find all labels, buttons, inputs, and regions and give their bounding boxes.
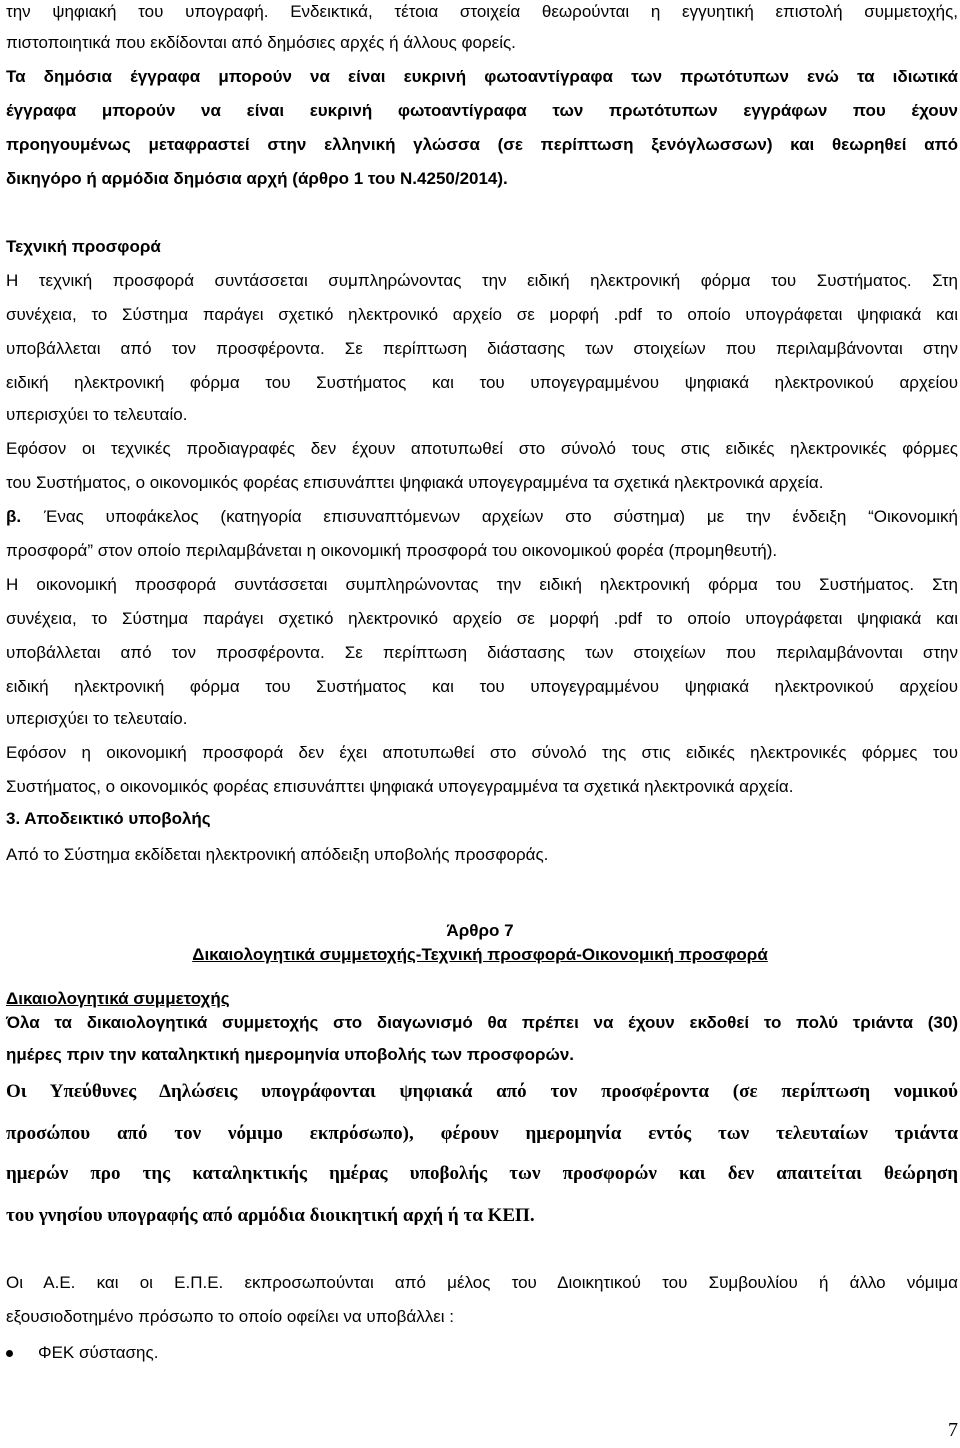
paragraph-line: προσφορά” στον οποίο περιλαμβάνεται η οικονομική προσφορά του οικονομικού φορέα (προμηθευτή). — [6, 541, 778, 560]
paragraph-line: ειδική ηλεκτρονική φόρμα του Συστήματος και του υπογεγραμμένου ψηφιακά ηλεκτρονικού αρχείου — [6, 373, 958, 392]
paragraph-line: Από το Σύστημα εκδίδεται ηλεκτρονική απόδειξη υποβολής προσφοράς. — [6, 845, 549, 864]
paragraph-line: Εφόσον οι τεχνικές προδιαγραφές δεν έχουν αποτυπωθεί στο σύνολό τους στις ειδικές ηλεκτρονικές φόρμες — [6, 439, 958, 458]
list-item: ΦΕΚ σύστασης. — [38, 1343, 159, 1362]
paragraph-line: υπερισχύει το τελευταίο. — [6, 405, 188, 424]
declaration-line: Οι Υπεύθυνες Δηλώσεις υπογράφονται ψηφιακά από τον προσφέροντα (σε περίπτωση νομικού — [6, 1081, 958, 1102]
paragraph-line: ειδική ηλεκτρονική φόρμα του Συστήματος και του υπογεγραμμένου ψηφιακά ηλεκτρονικού αρχείου — [6, 677, 958, 696]
bold-paragraph-line: Όλα τα δικαιολογητικά συμμετοχής στο διαγωνισμό θα πρέπει να έχουν εκδοθεί το πολύ τριάντα (30) — [6, 1013, 958, 1032]
paragraph-line: Η οικονομική προσφορά συντάσσεται συμπληρώνοντας την ειδική ηλεκτρονική φόρμα του Συστήματος. Στη — [6, 575, 958, 594]
bold-paragraph-line: Τα δημόσια έγγραφα μπορούν να είναι ευκρινή φωτοαντίγραφα των πρωτότυπων ενώ τα ιδιωτικά — [6, 67, 958, 86]
list-marker-b: β. — [6, 507, 22, 526]
paragraph-line: υποβάλλεται από τον προσφέροντα. Σε περίπτωση διάστασης των στοιχείων που περιλαμβάνονται στην — [6, 339, 958, 358]
bold-paragraph-line: έγγραφα μπορούν να είναι ευκρινή φωτοαντίγραφα των πρωτότυπων εγγράφων που έχουν — [6, 101, 958, 120]
paragraph-line: την ψηφιακή του υπογραφή. Ενδεικτικά, τέτοια στοιχεία θεωρούνται η εγγυητική επιστολή συμμετοχής, — [6, 2, 958, 21]
section-heading-participation: Δικαιολογητικά συμμετοχής — [6, 989, 230, 1008]
paragraph-line: υποβάλλεται από τον προσφέροντα. Σε περίπτωση διάστασης των στοιχείων που περιλαμβάνονται στην — [6, 643, 958, 662]
section-heading-receipt: 3. Αποδεικτικό υποβολής — [6, 809, 211, 828]
paragraph-line: Η τεχνική προσφορά συντάσσεται συμπληρώνοντας την ειδική ηλεκτρονική φόρμα του Συστήματος. Στη — [6, 271, 958, 290]
paragraph-line: Συστήματος, ο οικονομικός φορέας επισυνάπτει ψηφιακά υπογεγραμμένα τα σχετικά ηλεκτρονικά αρχεία. — [6, 777, 794, 796]
article-title: Δικαιολογητικά συμμετοχής-Τεχνική προσφορά-Οικονομική προσφορά — [192, 945, 768, 964]
declaration-line: του γνησίου υπογραφής από αρμόδια διοικητική αρχή ή τα ΚΕΠ. — [6, 1205, 535, 1226]
paragraph-line: συνέχεια, το Σύστημα παράγει σχετικό ηλεκτρονικό αρχείο σε μορφή .pdf το οποίο υπογράφεται ψηφιακά και — [6, 609, 958, 628]
paragraph-line: Εφόσον η οικονομική προσφορά δεν έχει αποτυπωθεί στο σύνολό της στις ειδικές ηλεκτρονικές φόρμες του — [6, 743, 958, 762]
paragraph-line: πιστοποιητικά που εκδίδονται από δημόσιες αρχές ή άλλους φορείς. — [6, 33, 516, 52]
paragraph-line: του Συστήματος, ο οικονομικός φορέας επισυνάπτει ψηφιακά υπογεγραμμένα τα σχετικά ηλεκτρονικά αρχεία. — [6, 473, 824, 492]
bold-paragraph-line: προηγουμένως μεταφραστεί στην ελληνική γλώσσα (σε περίπτωση ξενόγλωσσων) και θεωρηθεί από — [6, 135, 958, 154]
bold-paragraph-line: ημέρες πριν την καταληκτική ημερομηνία υποβολής των προσφορών. — [6, 1045, 575, 1064]
paragraph-line: Ένας υποφάκελος (κατηγορία επισυναπτόμενων αρχείων στο σύστημα) με την ένδειξη “Οικονομική — [44, 507, 958, 526]
bold-paragraph-line: δικηγόρο ή αρμόδια δημόσια αρχή (άρθρο 1 του Ν.4250/2014). — [6, 169, 508, 188]
declaration-line: ημερών προ της καταληκτικής ημέρας υποβολής των προσφορών και δεν απαιτείται θεώρηση — [6, 1163, 958, 1184]
paragraph-line: εξουσιοδοτημένο πρόσωπο το οποίο οφείλει να υποβάλλει : — [6, 1307, 455, 1326]
paragraph-line: Οι Α.Ε. και οι Ε.Π.Ε. εκπροσωπούνται από μέλος του Διοικητικού του Συμβουλίου ή άλλο νόμιμα — [6, 1273, 958, 1292]
section-heading-technical: Τεχνική προσφορά — [6, 237, 161, 256]
declaration-line: προσώπου από τον νόμιμο εκπρόσωπο), φέρουν ημερομηνία εντός των τελευταίων τριάντα — [6, 1123, 958, 1144]
bullet-icon — [6, 1350, 13, 1357]
paragraph-line: υπερισχύει το τελευταίο. — [6, 709, 188, 728]
article-number: Άρθρο 7 — [446, 921, 514, 940]
paragraph-line: συνέχεια, το Σύστημα παράγει σχετικό ηλεκτρονικό αρχείο σε μορφή .pdf το οποίο υπογράφεται ψηφιακά και — [6, 305, 958, 324]
page-number: 7 — [948, 1419, 958, 1441]
